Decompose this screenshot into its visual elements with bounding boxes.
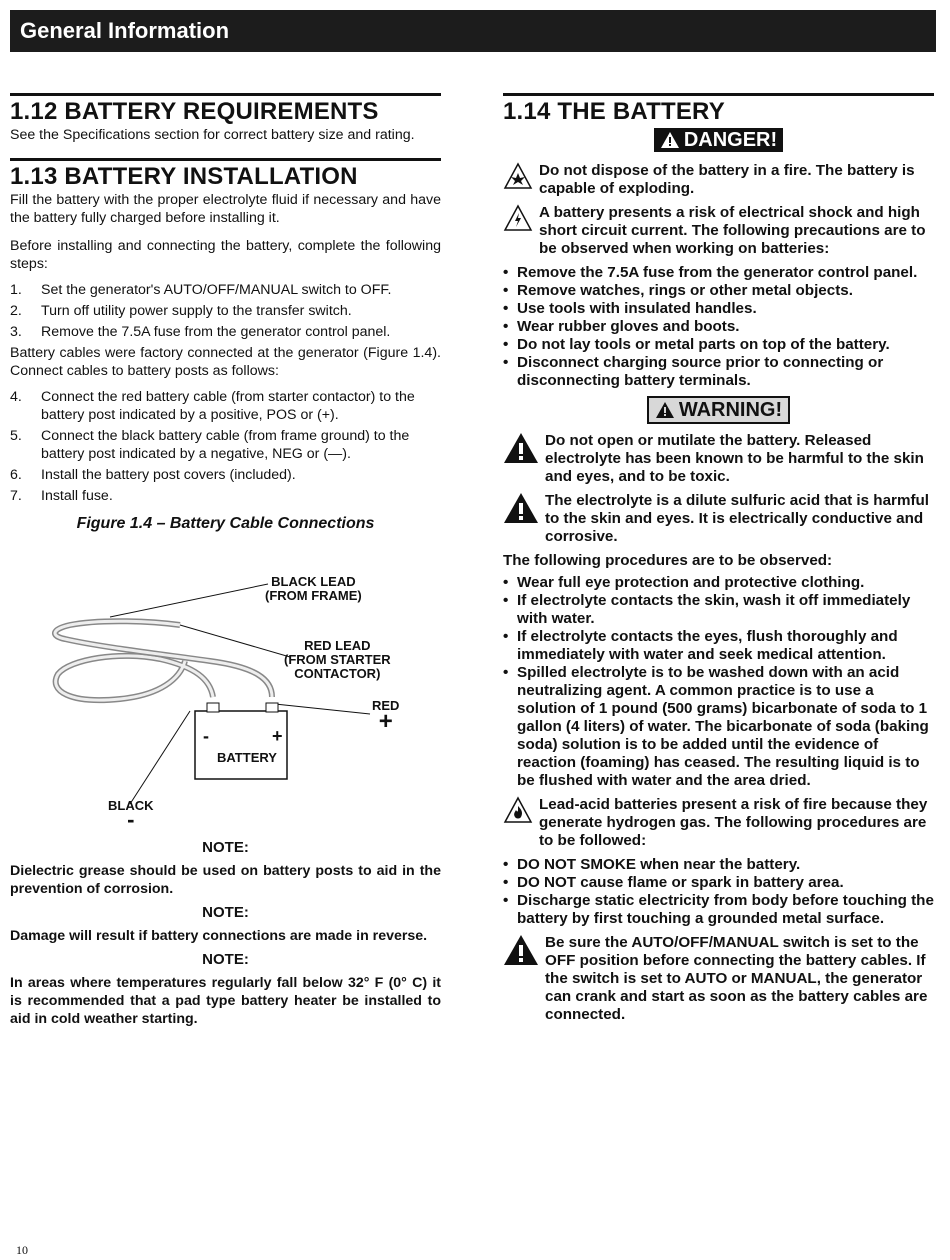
section-1-12-text: See the Specifications section for correct battery size and rating. <box>10 127 415 143</box>
list-item: • If electrolyte contacts the skin, wash it off immediately with water. <box>503 592 911 627</box>
alert-triangle-icon <box>655 401 675 419</box>
note-text: Damage will result if battery connections are made in reverse. <box>10 928 428 944</box>
list-item: 1. Set the generator's AUTO/OFF/MANUAL switch to OFF. <box>10 282 392 298</box>
list-item: • DO NOT SMOKE when near the battery. <box>503 856 801 873</box>
danger-badge <box>654 128 783 152</box>
leader-black-lead <box>110 584 268 617</box>
danger-bullets <box>503 264 934 390</box>
leader-black <box>130 711 190 804</box>
procedures-intro: The following procedures are to be observed: <box>503 552 833 569</box>
figure-caption: Figure 1.4 – Battery Cable Connections <box>76 515 375 532</box>
list-item: 3. Remove the 7.5A fuse from the generator control panel. <box>10 324 391 340</box>
danger-shock: A battery presents a risk of electrical shock and high short circuit current. The following precautions are to be observed when working on batteries: <box>503 204 934 258</box>
alert-triangle-icon <box>660 131 680 149</box>
page-header <box>10 10 936 52</box>
header-title: General Information <box>20 18 230 43</box>
label-black-lead: BLACK LEAD (FROM FRAME) <box>265 574 362 603</box>
danger-explosion: Do not dispose of the battery in a fire. The battery is capable of exploding. <box>503 162 934 198</box>
install-paragraph-1: Fill the battery with the proper electrolyte fluid if necessary and have the battery fully charged before installing it. <box>10 192 441 226</box>
install-paragraph-2: Before installing and connecting the battery, complete the following steps: <box>10 238 441 272</box>
section-1-14-heading: 1.14 THE BATTERY <box>503 98 725 125</box>
note-text: Dielectric grease should be used on battery posts to aid in the prevention of corrosion. <box>10 863 441 897</box>
warning-bullets <box>503 574 934 790</box>
note-heading: NOTE: <box>202 904 249 921</box>
section-1-12-heading: 1.12 BATTERY REQUIREMENTS <box>10 98 379 125</box>
install-paragraph-3: Battery cables were factory connected at the generator (Figure 1.4). Connect cables to battery posts as follows: <box>10 345 441 379</box>
danger-label: DANGER! <box>683 128 778 151</box>
electric-shock-icon <box>503 204 533 232</box>
notes <box>10 839 441 1028</box>
section-rule <box>10 158 441 161</box>
steps-list-a <box>10 281 441 341</box>
section-rule <box>503 93 934 96</box>
list-item: • DO NOT cause flame or spark in battery area. <box>503 874 844 891</box>
section-rule <box>10 93 441 96</box>
list-item: • Discharge static electricity from body before touching the battery by first touching a grounded metal surface. <box>503 892 934 927</box>
list-item: • Spilled electrolyte is to be washed down with an acid neutralizing agent. A common practice is to use a solution of 1 pound (500 grams) bicarbonate of soda to 1 gallon (4 liters) of water. The bicarbonate of soda (baking soda) solution is to be added until the evidence of reaction (foaming) has ceased. The resulting liquid is to be flushed with water and the area dried. <box>503 664 929 789</box>
list-item: • If electrolyte contacts the eyes, flush thoroughly and immediately with water and seek medical attention. <box>503 628 898 663</box>
fire-hazard: Lead-acid batteries present a risk of fire because they generate hydrogen gas. The following procedures are to be followed: <box>503 796 934 850</box>
fire-hazard-icon <box>503 796 533 824</box>
list-item: 2. Turn off utility power supply to the transfer switch. <box>10 303 352 319</box>
label-black: BLACK - <box>108 798 154 832</box>
list-item: • Wear rubber gloves and boots. <box>503 318 740 335</box>
list-item: • Remove watches, rings or other metal objects. <box>503 282 853 299</box>
warning-acid: The electrolyte is a dilute sulfuric acid that is harmful to the skin and eyes. It is electrically conductive and corrosive. <box>503 492 934 546</box>
steps-list-b <box>10 388 441 505</box>
list-item: • Do not lay tools or metal parts on top of the battery. <box>503 336 890 353</box>
right-column <box>503 93 934 1030</box>
leader-red-lead <box>180 625 290 657</box>
list-item: 5. Connect the black battery cable (from frame ground) to the battery post indicated by a negative, NEG or (—). <box>10 428 410 462</box>
battery-cable-diagram <box>10 539 440 832</box>
exclamation-triangle-icon <box>503 934 539 966</box>
label-red-lead: RED LEAD (FROM STARTER CONTACTOR) <box>284 638 391 681</box>
explosion-hazard-icon <box>503 162 533 190</box>
battery-plus: + <box>272 726 283 746</box>
exclamation-triangle-icon <box>503 432 539 464</box>
list-item: • Remove the 7.5A fuse from the generator control panel. <box>503 264 918 281</box>
list-item: 4. Connect the red battery cable (from starter contactor) to the battery post indicated by a positive, POS or (+). <box>10 389 415 423</box>
switch-warning: Be sure the AUTO/OFF/MANUAL switch is set to the OFF position before connecting the battery cables. If the switch is set to AUTO or MANUAL, the generator can crank and start as soon as the battery cables are connected. <box>503 934 934 1024</box>
label-red: RED + <box>372 698 400 735</box>
list-item: 7. Install fuse. <box>10 488 113 504</box>
note-heading: NOTE: <box>202 951 249 968</box>
fire-bullets <box>503 856 934 928</box>
battery-label: BATTERY <box>217 750 277 765</box>
note-heading: NOTE: <box>202 839 249 856</box>
diagram-drawing <box>10 539 440 832</box>
exclamation-triangle-icon <box>503 492 539 524</box>
list-item: 6. Install the battery post covers (included). <box>10 467 296 483</box>
left-column <box>10 93 441 1034</box>
list-item: • Wear full eye protection and protective clothing. <box>503 574 865 591</box>
warning-mutilate: Do not open or mutilate the battery. Released electrolyte has been known to be harmful to the skin and eyes, and to be toxic. <box>503 432 934 486</box>
page-number: 10 <box>16 1243 28 1257</box>
warning-label: WARNING! <box>678 398 783 421</box>
leader-red <box>275 704 370 714</box>
battery-minus: - <box>203 726 209 746</box>
note-text: In areas where temperatures regularly fall below 32° F (0° C) it is recommended that a pad type battery heater be installed to aid in cold weather starting. <box>10 975 441 1027</box>
section-1-13-heading: 1.13 BATTERY INSTALLATION <box>10 163 358 190</box>
list-item: • Disconnect charging source prior to connecting or disconnecting battery terminals. <box>503 354 884 389</box>
list-item: • Use tools with insulated handles. <box>503 300 757 317</box>
warning-badge <box>647 396 790 424</box>
